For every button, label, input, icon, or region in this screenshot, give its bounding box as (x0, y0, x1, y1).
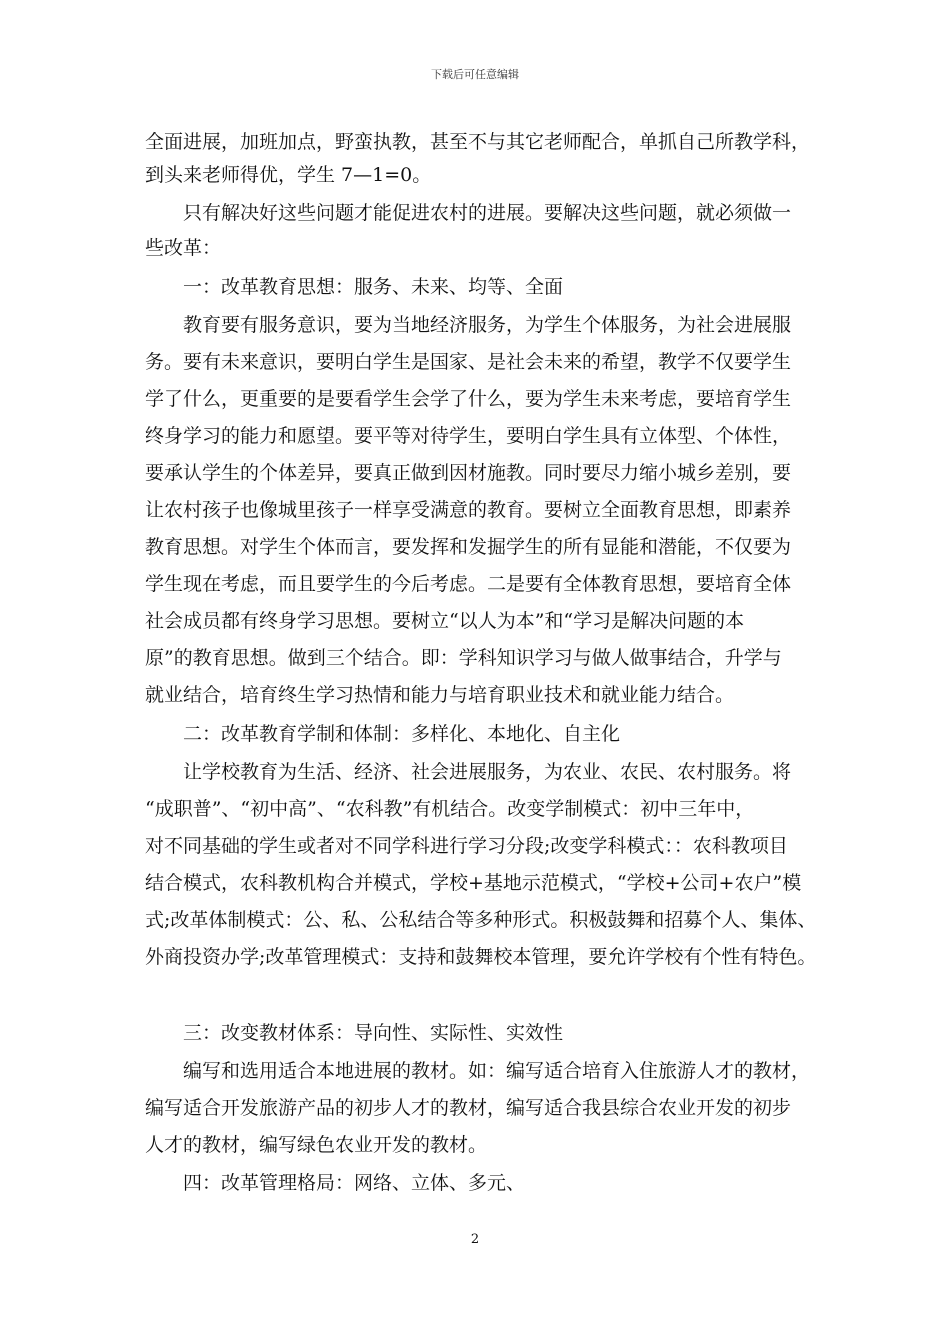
text-line: “成职普”、“初中高”、“农科教”有机结合。改变学制模式：初中三年中， (145, 798, 755, 820)
text-line: 编写适合开发旅游产品的初步人才的教材，编写适合我县综合农业开发的初步 (145, 1097, 792, 1119)
text-line: 要承认学生的个体差异，要真正做到因材施教。同时要尽力缩小城乡差别，要 (145, 462, 792, 484)
page-number: 2 (470, 1232, 480, 1247)
text-line: 社会成员都有终身学习思想。要树立“以人为本”和“学习是解决问题的本 (145, 610, 745, 632)
text-line: 到头来老师得优，学生 7—1=0。 (145, 164, 432, 186)
text-line: 学了什么，更重要的是要看学生会学了什么，要为学生未来考虑，要培育学生 (145, 388, 792, 410)
text-line: 编写和选用适合本地进展的教材。如：编写适合培育入住旅游人才的教材， (183, 1060, 811, 1082)
text-line: 务。要有未来意识，要明白学生是国家、是社会未来的希望，教学不仅要学生 (145, 351, 792, 373)
text-line: 让学校教育为生活、经济、社会进展服务，为农业、农民、农村服务。将 (183, 761, 792, 783)
text-line: 学生现在考虑，而且要学生的今后考虑。二是要有全体教育思想，要培育全体 (145, 573, 792, 595)
text-line: 原”的教育思想。做到三个结合。即：学科知识学习与做人做事结合，升学与 (145, 647, 782, 669)
section-heading: 二：改革教育学制和体制：多样化、本地化、自主化 (183, 723, 621, 745)
text-line: 些改革： (145, 237, 222, 259)
text-line: 就业结合，培育终生学习热情和能力与培育职业技术和就业能力结合。 (145, 684, 735, 706)
text-line: 式;改革体制模式：公、私、公私结合等多种形式。积极鼓舞和招募个人、集体、 (145, 909, 817, 931)
page-header: 下载后可任意编辑 (431, 68, 519, 81)
text-line: 教育思想。对学生个体而言，要发挥和发掘学生的所有显能和潜能，不仅要为 (145, 536, 792, 558)
text-line: 让农村孩子也像城里孩子一样享受满意的教育。要树立全面教育思想，即素养 (145, 499, 792, 521)
text-line: 外商投资办学;改革管理模式：支持和鼓舞校本管理，要允许学校有个性有特色。 (145, 946, 817, 968)
section-heading: 四：改革管理格局：网络、立体、多元、 (183, 1172, 526, 1194)
text-line: 教育要有服务意识，要为当地经济服务，为学生个体服务，为社会进展服 (183, 314, 792, 336)
text-line: 终身学习的能力和愿望。要平等对待学生，要明白学生具有立体型、个体性， (145, 425, 792, 447)
section-heading: 一：改革教育思想：服务、未来、均等、全面 (183, 276, 564, 298)
text-line: 全面进展，加班加点，野蛮执教，甚至不与其它老师配合，单抓自己所教学科， (145, 131, 811, 153)
text-line: 对不同基础的学生或者对不同学科进行学习分段;改变学科模式：：农科教项目 (145, 835, 788, 857)
section-heading: 三：改变教材体系：导向性、实际性、实效性 (183, 1022, 564, 1044)
text-line: 只有解决好这些问题才能促进农村的进展。要解决这些问题，就必须做一 (183, 202, 792, 224)
text-line: 结合模式，农科教机构合并模式，学校+基地示范模式，“学校+公司+农户”模 (145, 872, 802, 894)
text-line: 人才的教材，编写绿色农业开发的教材。 (145, 1134, 488, 1156)
